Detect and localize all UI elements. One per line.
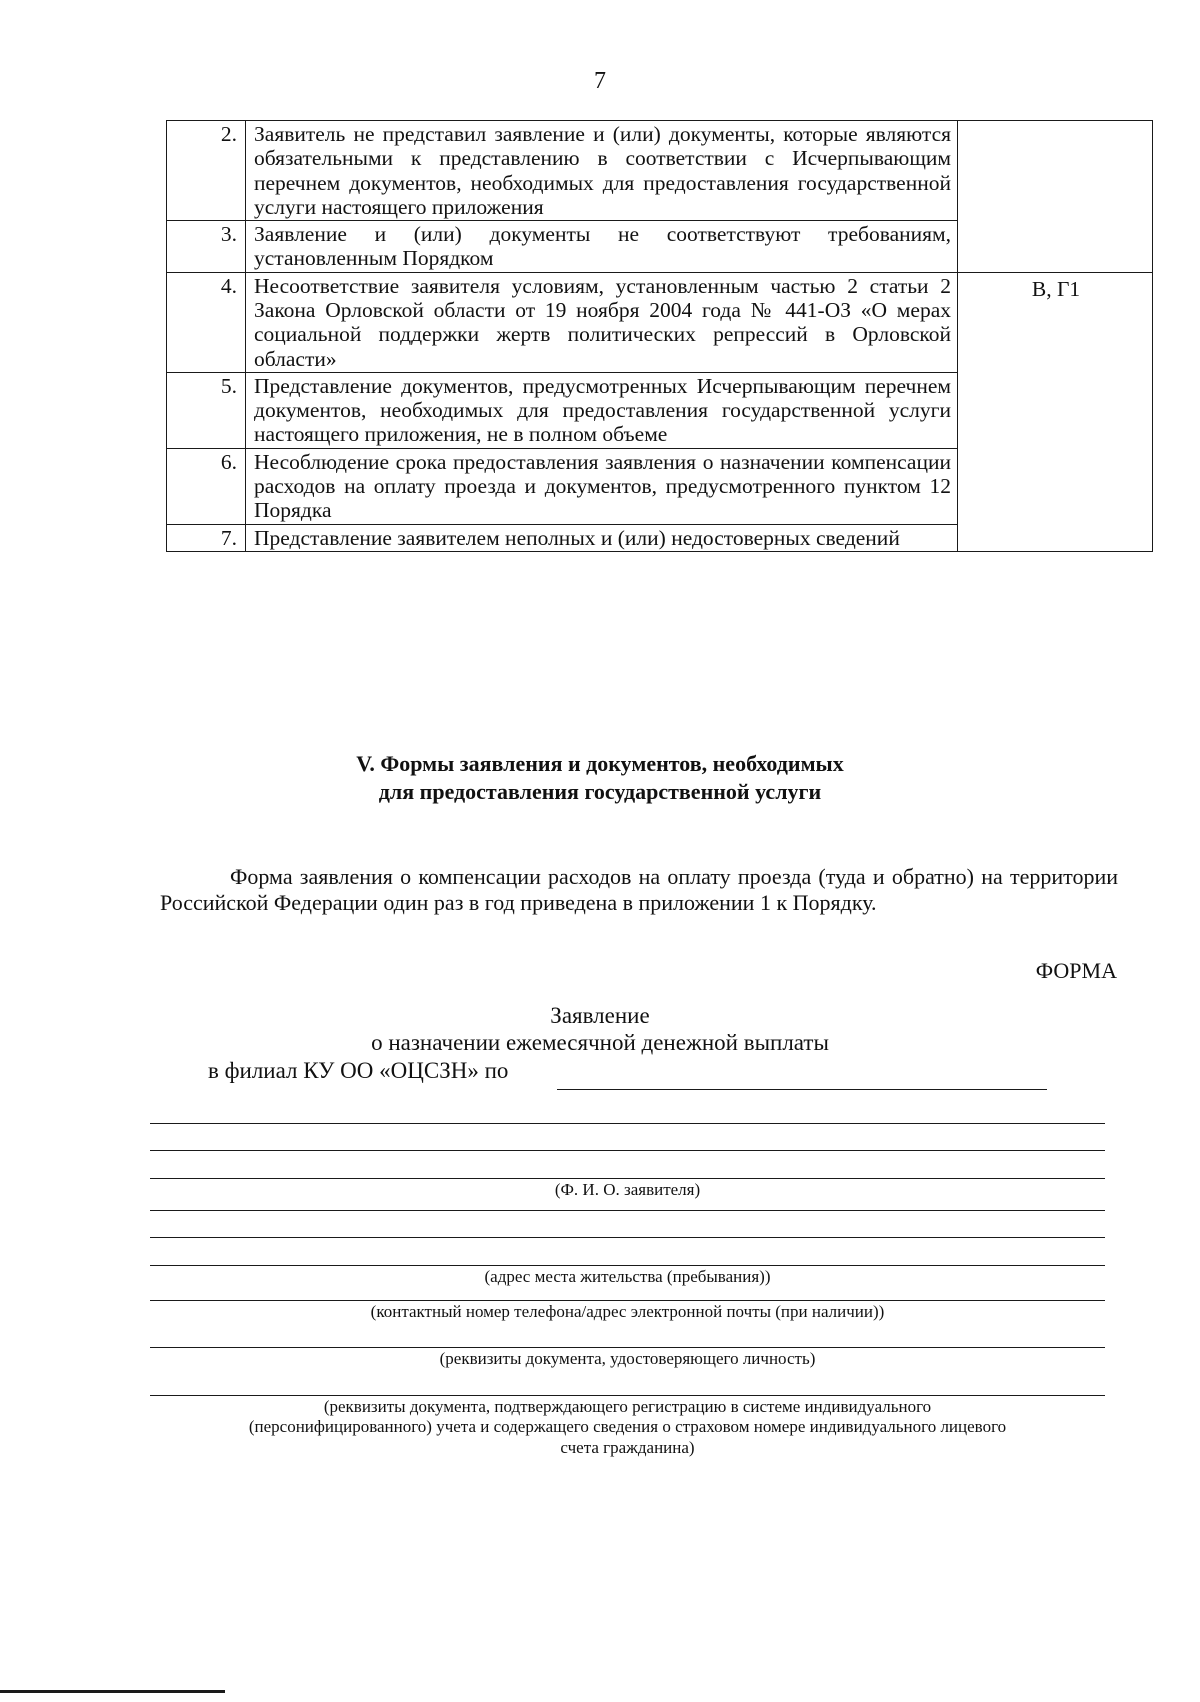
code-cell: В, Г1: [958, 272, 1153, 551]
row-number: 2.: [167, 121, 246, 221]
caption-fio: (Ф. И. О. заявителя): [554, 1180, 701, 1199]
section-heading-line: для предоставления государственной услуги: [378, 778, 822, 804]
caption-snils-line: счета гражданина): [560, 1437, 695, 1457]
caption-id-document: (реквизиты документа, удостоверяющего личность): [439, 1349, 816, 1368]
caption-snils-line: (персонифицированного) учета и содержащего сведения о страховом номере индивидуального лицевого: [248, 1417, 1007, 1437]
form-label: ФОРМА: [1035, 958, 1117, 983]
caption-address: (адрес места жительства (пребывания)): [484, 1267, 771, 1286]
fill-line: [150, 1237, 1105, 1238]
row-number: 4.: [167, 272, 246, 372]
branch-label: в филиал КУ ОО «ОЦСЗН» по: [208, 1058, 509, 1083]
code-cell-empty: [958, 121, 1153, 273]
fill-line: [150, 1123, 1105, 1124]
refusal-grounds-table: [166, 120, 1153, 552]
caption-snils: [150, 1397, 1105, 1458]
table-row: [167, 121, 1153, 221]
form-title-line: о назначении ежемесячной денежной выплаты: [371, 1029, 829, 1055]
row-text: Заявитель не представил заявление и (или) документы, которые являются обязательными к представлению в соответствии с Исчерпывающим перечнем документов, необходимых для предоставления государственной услуги настоящего приложения: [246, 121, 958, 221]
table-row: [167, 272, 1153, 372]
branch-fill-line: [557, 1089, 1047, 1090]
page-number: 7: [594, 68, 606, 94]
row-text: Несоответствие заявителя условиям, установленным частью 2 статьи 2 Закона Орловской области от 19 ноября 2004 года № 441-ОЗ «О мерах социальной поддержки жертв политических репрессий в Орловской области»: [246, 272, 958, 372]
fill-line: [150, 1300, 1105, 1301]
caption-snils-line: (реквизиты документа, подтверждающего регистрацию в системе индивидуального: [323, 1397, 932, 1416]
footer-rule: [0, 1690, 225, 1693]
form-title: [0, 1003, 1200, 1056]
row-number: 7.: [167, 524, 246, 551]
row-number: 5.: [167, 372, 246, 448]
fill-line: [150, 1210, 1105, 1211]
row-text: Представление заявителем неполных и (или) недостоверных сведений: [246, 524, 958, 551]
row-text: Заявление и (или) документы не соответствуют требованиям, установленным Порядком: [246, 221, 958, 273]
form-title-line: Заявление: [550, 1003, 650, 1028]
fill-line: [150, 1150, 1105, 1151]
fill-line: [150, 1265, 1105, 1266]
row-text: Несоблюдение срока предоставления заявления о назначении компенсации расходов на оплату проезда и документов, предусмотренного пунктом 12 Порядка: [246, 448, 958, 524]
row-text: Представление документов, предусмотренных Исчерпывающим перечнем документов, необходимых для предоставления государственной услуги настоящего приложения, не в полном объеме: [246, 372, 958, 448]
fill-line: [150, 1178, 1105, 1179]
section-heading: [0, 750, 1200, 805]
fill-line: [150, 1395, 1105, 1396]
section-heading-line: V. Формы заявления и документов, необходимых: [356, 751, 844, 776]
row-number: 6.: [167, 448, 246, 524]
body-paragraph: Форма заявления о компенсации расходов на оплату проезда (туда и обратно) на территории Российской Федерации один раз в год приведена в приложении 1 к Порядку.: [160, 864, 1118, 916]
fill-line: [150, 1347, 1105, 1348]
caption-contacts: (контактный номер телефона/адрес электронной почты (при наличии)): [370, 1302, 885, 1321]
row-number: 3.: [167, 221, 246, 273]
